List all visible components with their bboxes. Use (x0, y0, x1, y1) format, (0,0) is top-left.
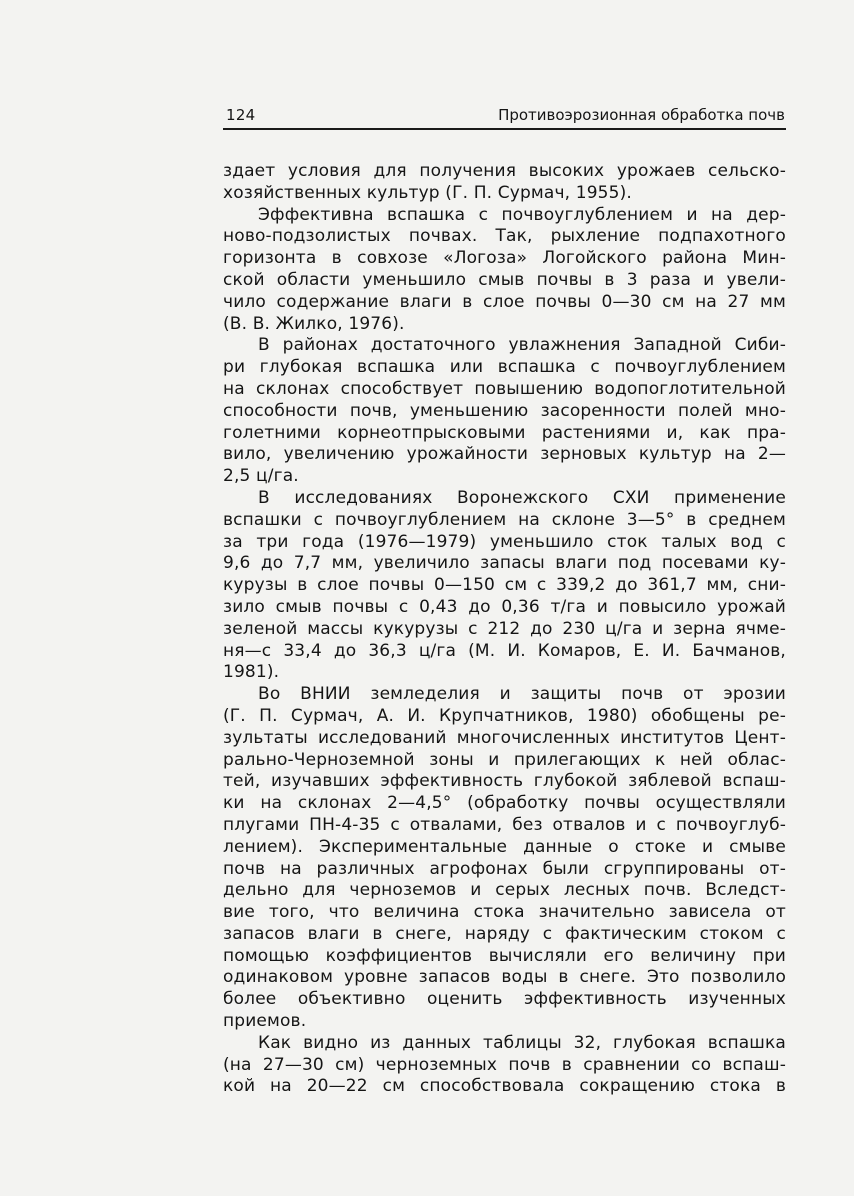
text-line: 2,5 ц/га. (223, 466, 299, 487)
text-line: вие того, что величина стока значительно зависела от (223, 902, 786, 923)
text-line: В исследованиях Воронежского СХИ применение (258, 487, 786, 508)
text-line: В районах достаточного увлажнения Западной Сиби- (258, 335, 786, 356)
text-line: Как видно из данных таблицы 32, глубокая вспашка (258, 1032, 786, 1053)
page-number: 124 (226, 106, 256, 124)
text-line: зультаты исследований многочисленных институтов Цент- (223, 727, 786, 748)
text-line: на склонах способствует повышению водопоглотительной (223, 378, 786, 399)
text-line: (на 27—30 см) черноземных почв в сравнении со вспаш- (223, 1054, 786, 1075)
text-line: почв на различных агрофонах были сгруппированы от- (223, 858, 786, 879)
text-line: курузы в слое почвы 0—150 см с 339,2 до 361,7 мм, сни- (223, 575, 786, 596)
running-title: Противоэрозионная обработка почв (498, 106, 785, 124)
text-line: плугами ПН-4-35 с отвалами, без отвалов и с почвоуглуб- (223, 814, 786, 835)
text-line: (В. В. Жилко, 1976). (223, 313, 405, 334)
text-line: ново-подзолистых почвах. Так, рыхление подпахотного (223, 226, 786, 247)
text-line: запасов влаги в снеге, наряду с фактическим стоком с (223, 923, 786, 944)
running-head (223, 103, 786, 129)
text-line: лением). Экспериментальные данные о стоке и смыве (223, 836, 786, 857)
text-line: ня—с 33,4 до 36,3 ц/га (М. И. Комаров, Е. И. Бачманов, (223, 640, 786, 661)
header-rule (223, 128, 786, 130)
text-line: рально-Черноземной зоны и прилегающих к ней облас- (223, 749, 786, 770)
text-line: (Г. П. Сурмач, А. И. Крупчатников, 1980) обобщены ре- (223, 705, 786, 726)
text-line: помощью коэффициентов вычисляли его величину при (223, 945, 786, 966)
text-line: зило смыв почвы с 0,43 до 0,36 т/га и повысило урожай (223, 596, 786, 617)
text-line: зеленой массы кукурузы с 212 до 230 ц/га и зерна ячме- (223, 618, 786, 639)
text-line: Эффективна вспашка с почвоуглублением и на дер- (258, 204, 786, 225)
text-line: более объективно оценить эффективность изученных (223, 989, 786, 1010)
text-line: вспашки с почвоуглублением на склоне 3—5° в среднем (223, 509, 786, 530)
text-line: Во ВНИИ земледелия и защиты почв от эрозии (258, 684, 786, 705)
text-line: приемов. (223, 1011, 307, 1032)
text-line: ки на склонах 2—4,5° (обработку почвы осуществляли (223, 793, 786, 814)
text-line: за три года (1976—1979) уменьшило сток талых вод с (223, 531, 786, 552)
text-line: одинаковом уровне запасов воды в снеге. Это позволило (223, 967, 786, 988)
text-line: горизонта в совхозе «Логоза» Логойского района Мин- (223, 248, 786, 269)
text-line: 9,6 до 7,7 мм, увеличило запасы влаги под посевами ку- (223, 553, 786, 574)
body-text (223, 161, 786, 1098)
text-line: вило, увеличению урожайности зерновых культур на 2— (223, 444, 786, 465)
text-line: голетними корнеотпрысковыми растениями и, как пра- (223, 422, 786, 443)
text-line: ской области уменьшило смыв почвы в 3 раза и увели- (223, 269, 786, 290)
text-line: чило содержание влаги в слое почвы 0—30 см на 27 мм (223, 291, 786, 312)
text-line: хозяйственных культур (Г. П. Сурмач, 1955). (223, 182, 632, 203)
text-line: дельно для черноземов и серых лесных почв. Вследст- (223, 880, 786, 901)
text-line: ри глубокая вспашка или вспашка с почвоуглублением (223, 357, 786, 378)
text-line: 1981). (223, 662, 280, 683)
text-line: способности почв, уменьшению засоренности полей мно- (223, 400, 786, 421)
text-line: кой на 20—22 см способствовала сокращению стока в (223, 1076, 786, 1097)
text-line: тей, изучавших эффективность глубокой зяблевой вспаш- (223, 771, 786, 792)
text-line: здает условия для получения высоких урожаев сельско- (223, 161, 786, 181)
